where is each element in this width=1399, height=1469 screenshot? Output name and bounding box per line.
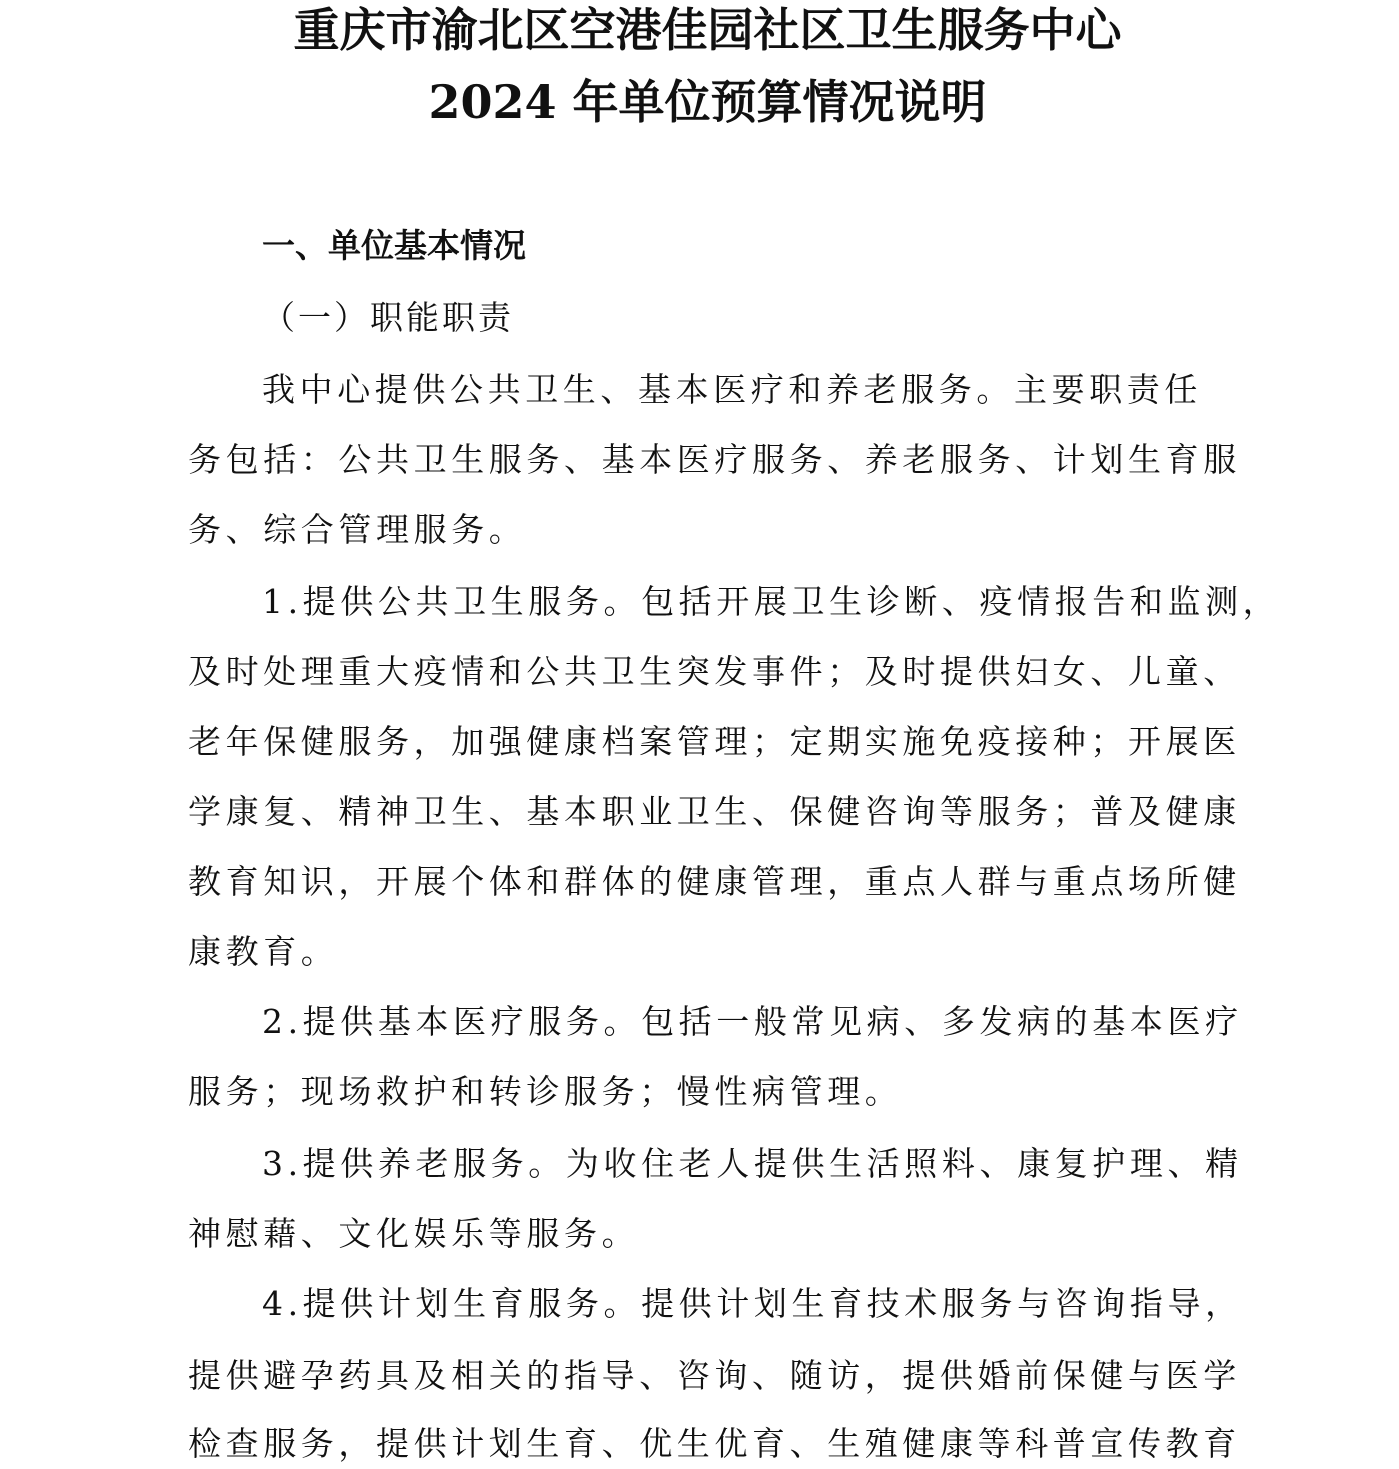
paragraph-line: 1.提供公共卫生服务。包括开展卫生诊断、疫情报告和监测， xyxy=(262,582,1281,621)
paragraph-line: 务包括：公共卫生服务、基本医疗服务、养老服务、计划生育服 xyxy=(188,440,1241,479)
paragraph-line: 康教育。 xyxy=(188,932,339,971)
paragraph-line: 神慰藉、文化娱乐等服务。 xyxy=(188,1214,640,1253)
paragraph-line: 务、综合管理服务。 xyxy=(188,510,527,549)
paragraph-line: 3.提供养老服务。为收住老人提供生活照料、康复护理、精 xyxy=(262,1144,1243,1183)
paragraph-line: 2.提供基本医疗服务。包括一般常见病、多发病的基本医疗 xyxy=(262,1002,1243,1041)
paragraph-line: 提供避孕药具及相关的指导、咨询、随访，提供婚前保健与医学 xyxy=(188,1356,1241,1395)
paragraph-line: 检查服务，提供计划生育、优生优育、生殖健康等科普宣传教育 xyxy=(188,1424,1241,1463)
paragraph-line: 老年保健服务，加强健康档案管理；定期实施免疫接种；开展医 xyxy=(188,722,1241,761)
paragraph-line: 及时处理重大疫情和公共卫生突发事件；及时提供妇女、儿童、 xyxy=(188,652,1241,691)
paragraph-line: 服务；现场救护和转诊服务；慢性病管理。 xyxy=(188,1072,903,1111)
document-title-line1: 重庆市渝北区空港佳园社区卫生服务中心 xyxy=(293,3,1122,57)
paragraph-line: 4.提供计划生育服务。提供计划生育技术服务与咨询指导， xyxy=(262,1284,1243,1323)
paragraph-line: 学康复、精神卫生、基本职业卫生、保健咨询等服务；普及健康 xyxy=(188,792,1241,831)
document-title-line2: 2024 年单位预算情况说明 xyxy=(428,75,987,129)
section-heading-basic-info: 一、单位基本情况 xyxy=(262,226,526,265)
subsection-heading-functions: （一）职能职责 xyxy=(262,298,514,337)
paragraph-line: 我中心提供公共卫生、基本医疗和养老服务。主要职责任 xyxy=(262,370,1202,409)
paragraph-line: 教育知识，开展个体和群体的健康管理，重点人群与重点场所健 xyxy=(188,862,1241,901)
